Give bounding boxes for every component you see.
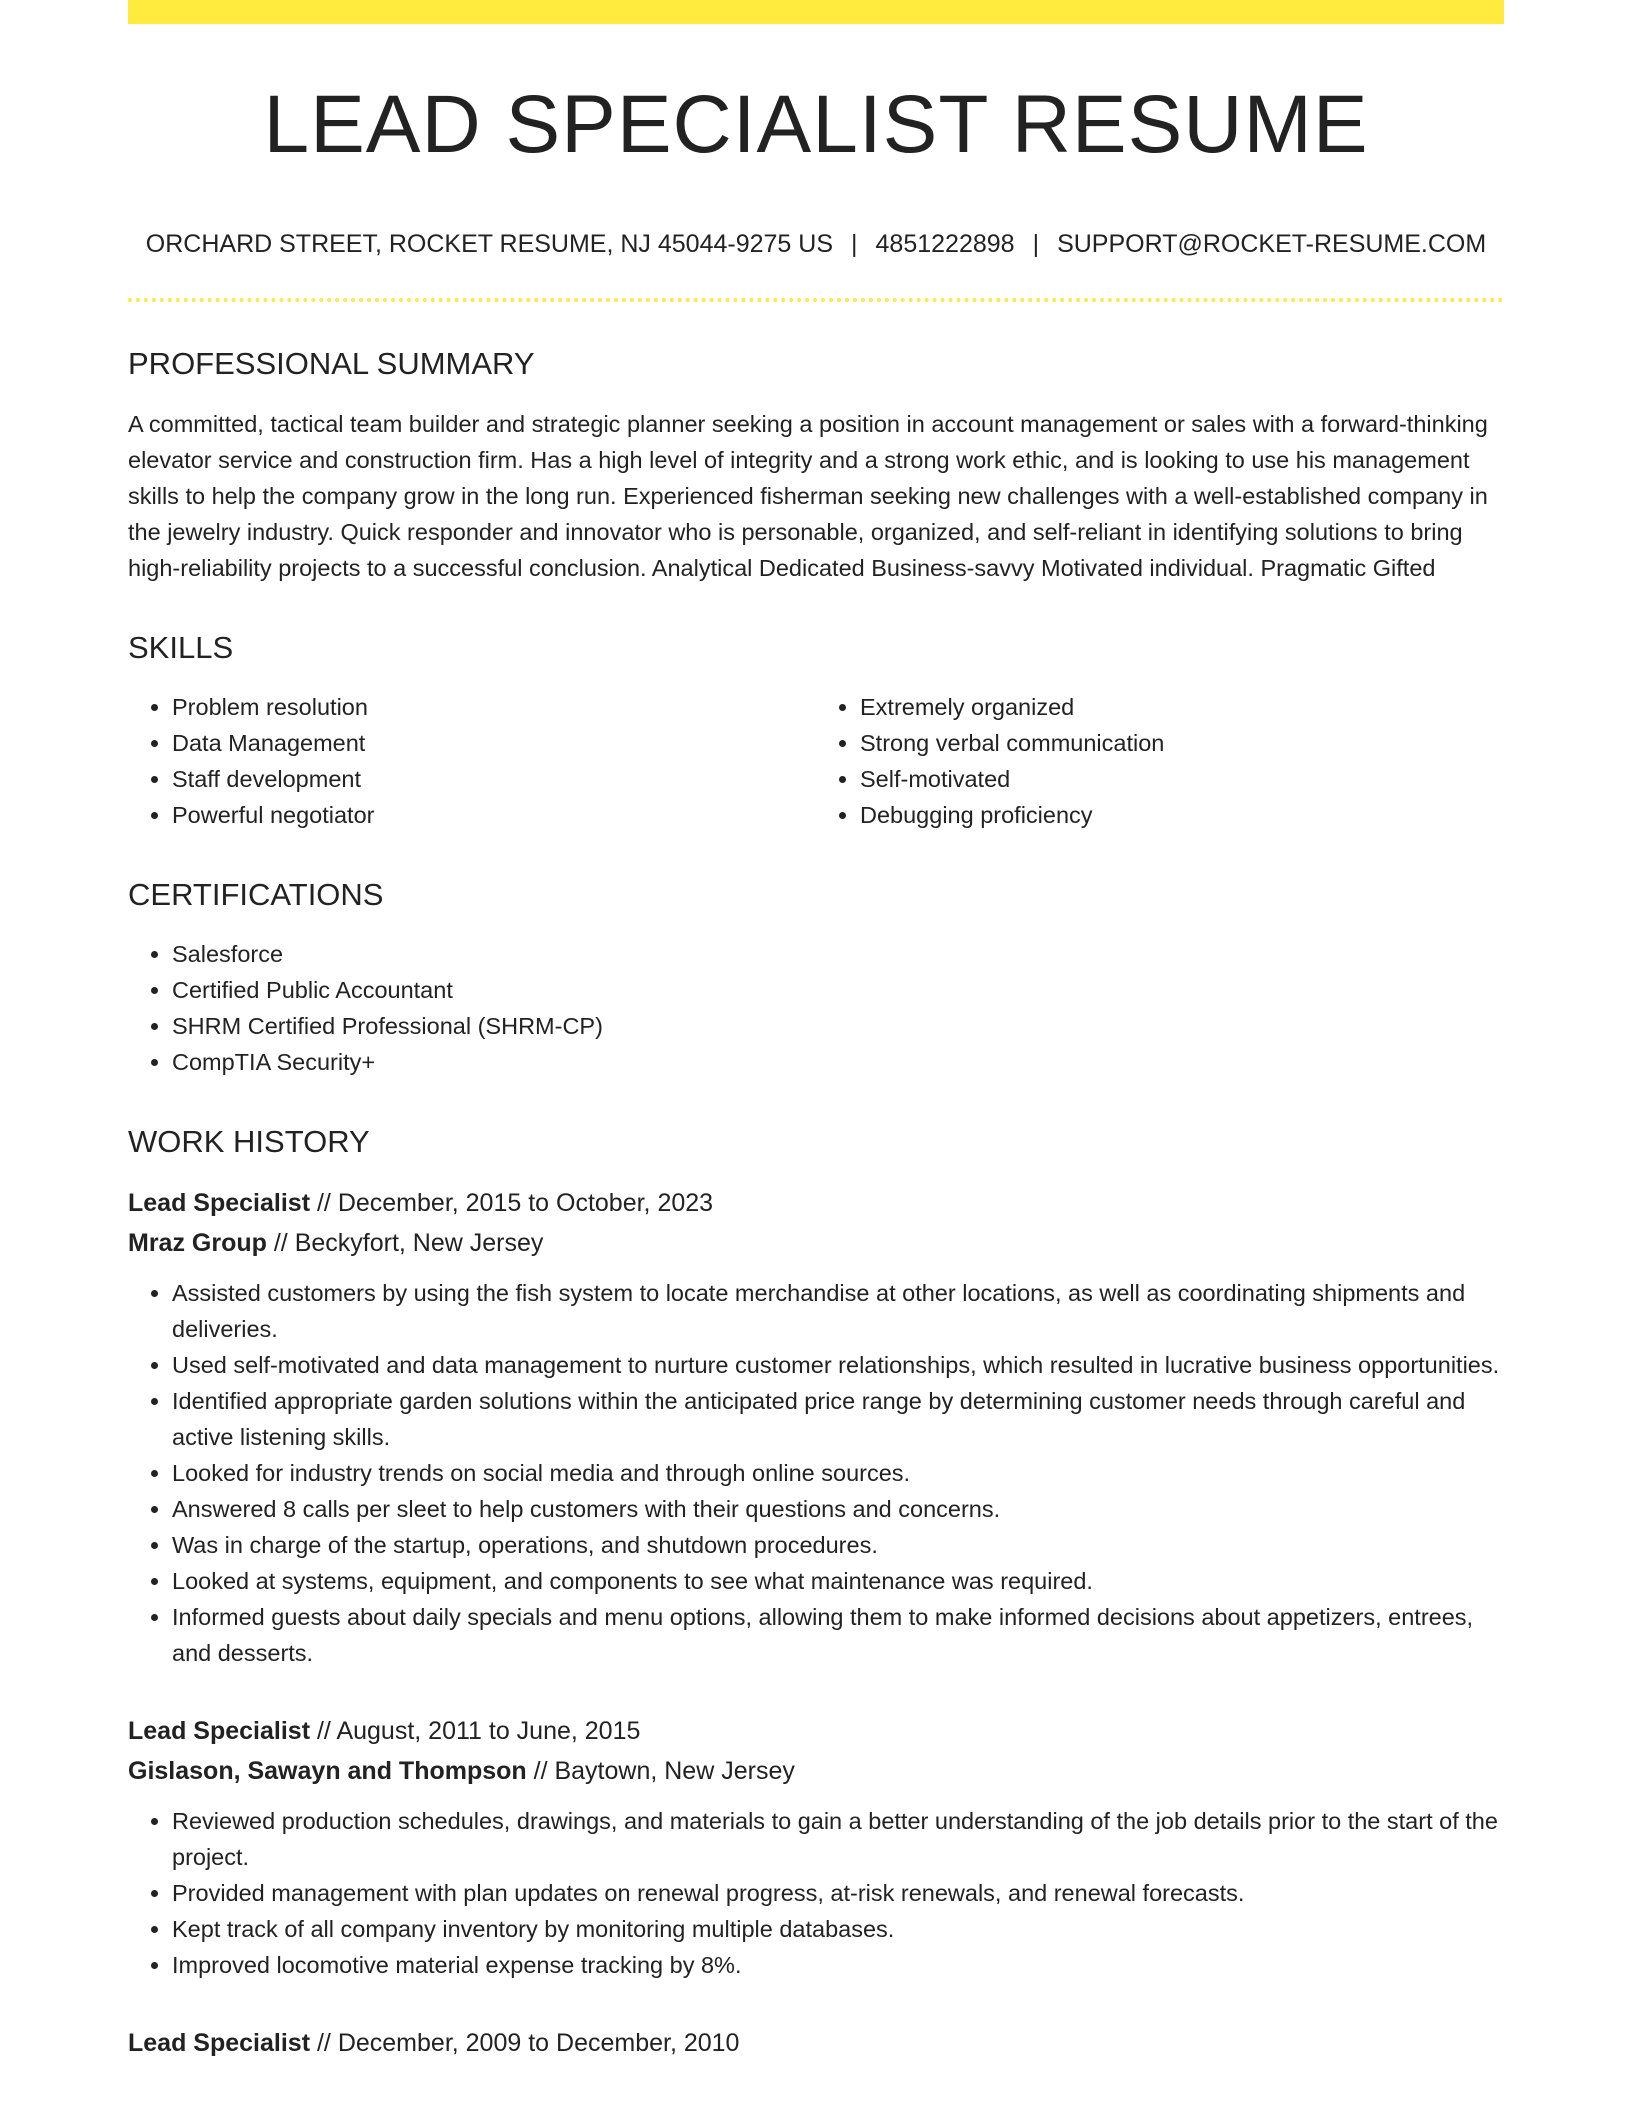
contact-separator: | — [851, 230, 858, 258]
job-title-line — [128, 1711, 1504, 1751]
certification-item: • CompTIA Security+ — [172, 1044, 1504, 1080]
job-dates: // December, 2009 to December, 2010 — [316, 2029, 740, 2057]
job-entry — [128, 1711, 1504, 1983]
certification-item: • SHRM Certified Professional (SHRM-CP) — [172, 1008, 1504, 1044]
job-duty-item: • Assisted customers by using the fish system to locate merchandise at other locations, as well as coordinating shipments and deliveries. — [172, 1275, 1504, 1347]
job-duty-item: • Improved locomotive material expense tracking by 8%. — [172, 1947, 1504, 1983]
job-duties-list — [128, 1275, 1504, 1671]
skill-item: • Extremely organized — [860, 689, 1504, 725]
job-entry — [128, 2023, 1504, 2063]
contact-line — [128, 232, 1504, 257]
job-location: // Beckyfort, New Jersey — [273, 1229, 544, 1257]
job-title: Lead Specialist — [128, 1717, 311, 1745]
certifications-heading: CERTIFICATIONS — [128, 877, 384, 912]
contact-address: ORCHARD STREET, ROCKET RESUME, NJ 45044-9275 US — [145, 230, 834, 258]
accent-top-bar — [128, 0, 1504, 24]
skills-list-right — [816, 689, 1504, 833]
job-dates: // December, 2015 to October, 2023 — [316, 1189, 714, 1217]
resume-page — [128, 0, 1504, 2063]
job-duty-item: • Looked at systems, equipment, and components to see what maintenance was required. — [172, 1563, 1504, 1599]
certification-item: • Certified Public Accountant — [172, 972, 1504, 1008]
job-duty-item: • Provided management with plan updates on renewal progress, at-risk renewals, and renewal forecasts. — [172, 1875, 1504, 1911]
dotted-divider — [128, 298, 1504, 302]
skill-item: • Powerful negotiator — [172, 797, 816, 833]
skill-item: • Problem resolution — [172, 689, 816, 725]
contact-separator: | — [1032, 230, 1040, 258]
job-location: // Baytown, New Jersey — [533, 1757, 795, 1785]
certification-item: • Salesforce — [172, 936, 1504, 972]
contact-email: SUPPORT@ROCKET-RESUME.COM — [1057, 230, 1487, 258]
job-dates: // August, 2011 to June, 2015 — [316, 1717, 641, 1745]
work-history-heading: WORK HISTORY — [128, 1124, 370, 1159]
certifications-list — [128, 936, 1504, 1080]
job-title-line — [128, 1183, 1504, 1223]
job-title: Lead Specialist — [128, 2029, 311, 2057]
job-duty-item: • Looked for industry trends on social media and through online sources. — [172, 1455, 1504, 1491]
summary-heading: PROFESSIONAL SUMMARY — [128, 346, 535, 381]
work-history-section — [128, 1126, 1504, 2063]
skill-item: • Data Management — [172, 725, 816, 761]
job-duties-list — [128, 1803, 1504, 1983]
skill-item: • Strong verbal communication — [860, 725, 1504, 761]
job-duty-item: • Was in charge of the startup, operations, and shutdown procedures. — [172, 1527, 1504, 1563]
job-duty-item: • Kept track of all company inventory by monitoring multiple databases. — [172, 1911, 1504, 1947]
job-title-line — [128, 2023, 1504, 2063]
certifications-section — [128, 879, 1504, 1080]
skill-item: • Staff development — [172, 761, 816, 797]
summary-section — [128, 348, 1504, 586]
job-entry — [128, 1183, 1504, 1671]
job-duty-item: • Used self-motivated and data management to nurture customer relationships, which resulted in lucrative business opportunities. — [172, 1347, 1504, 1383]
resume-title: LEAD SPECIALIST RESUME — [263, 79, 1369, 170]
skill-item: • Debugging proficiency — [860, 797, 1504, 833]
skills-section — [128, 632, 1504, 833]
skills-list-left — [128, 689, 816, 833]
job-title: Lead Specialist — [128, 1189, 311, 1217]
job-company: Mraz Group — [128, 1229, 267, 1257]
summary-text: A committed, tactical team builder and strategic planner seeking a position in account management or sales with a forward-thinking elevator service and construction firm. Has a high level of integrity and a strong work ethic, and is looking to use his management skills to help the company grow in the long run. Experienced fisherman seeking new challenges with a well-established company in the jewelry industry. Quick responder and innovator who is personable, organized, and self-reliant in identifying solutions to bring high-reliability projects to a successful conclusion. Analytical Dedicated Business-savvy Motivated individual. Pragmatic Gifted — [128, 411, 1488, 581]
job-company: Gislason, Sawayn and Thompson — [128, 1757, 527, 1785]
skills-grid — [128, 689, 1504, 833]
job-company-line — [128, 1223, 1504, 1263]
job-company-line — [128, 1751, 1504, 1791]
contact-phone: 4851222898 — [875, 230, 1015, 258]
job-duty-item: • Answered 8 calls per sleet to help customers with their questions and concerns. — [172, 1491, 1504, 1527]
skill-item: • Self-motivated — [860, 761, 1504, 797]
job-duty-item: • Identified appropriate garden solutions within the anticipated price range by determining customer needs through careful and active listening skills. — [172, 1383, 1504, 1455]
job-duty-item: • Reviewed production schedules, drawings, and materials to gain a better understanding of the job details prior to the start of the project. — [172, 1803, 1504, 1875]
job-duty-item: • Informed guests about daily specials and menu options, allowing them to make informed decisions about appetizers, entrees, and desserts. — [172, 1599, 1504, 1671]
skills-heading: SKILLS — [128, 630, 234, 665]
